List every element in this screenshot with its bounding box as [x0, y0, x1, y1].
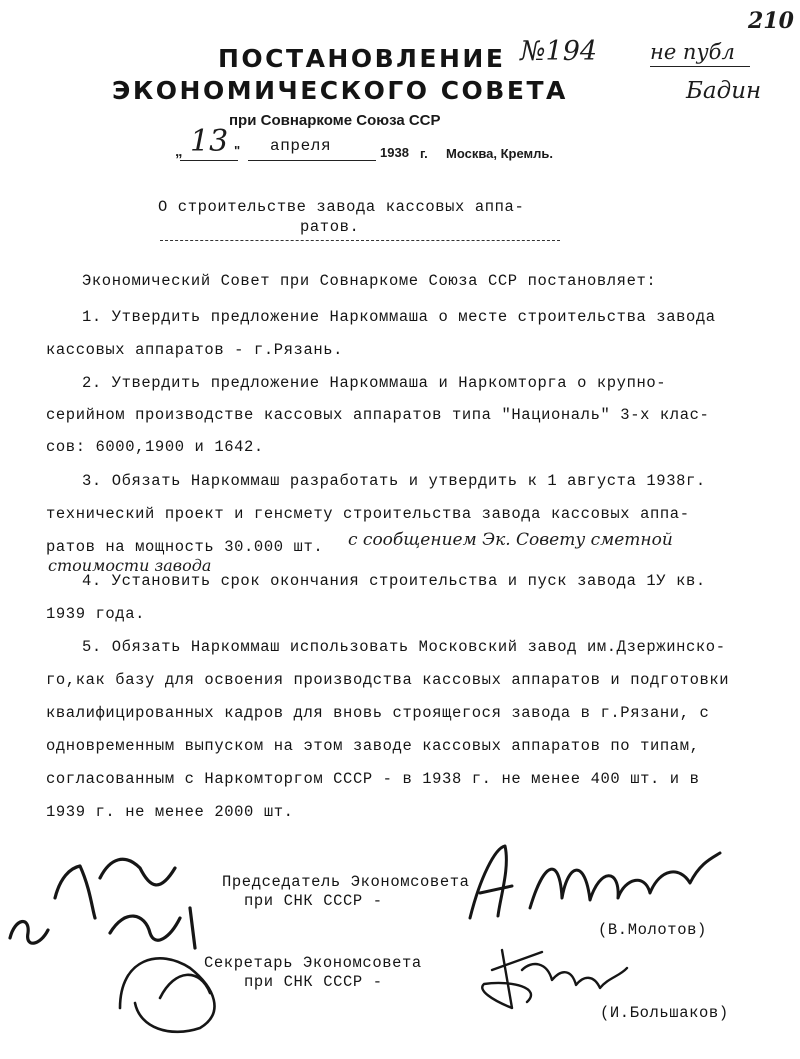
date-open-quote: „: [175, 143, 183, 160]
molotov-signature: [450, 838, 730, 928]
bolshakov-signature: [472, 940, 632, 1015]
handwritten-decree-number: №194: [520, 36, 598, 67]
left-margin-annotations: [0, 838, 260, 1038]
item5-line5: согласованным с Наркомторгом СССР - в 1938 г. не менее 400 шт. и в: [46, 770, 700, 788]
date-day-underline: [180, 160, 238, 161]
item3-handwritten-insert1: с сообщением Эк. Совету сметной: [348, 530, 673, 550]
body-preamble: Экономический Совет при Совнаркоме Союза ССР постановляет:: [82, 272, 657, 290]
item1-line1: 1. Утвердить предложение Наркоммаша о месте строительства завода: [82, 308, 716, 326]
item5-line3: квалифицированных кадров для вновь строящегося завода в г.Рязани, с: [46, 704, 710, 722]
document-title-line1: ПОСТАНОВЛЕНИЕ: [218, 44, 506, 73]
item4-line1: 4. Установить срок окончания строительства и пуск завода 1У кв.: [82, 572, 706, 590]
item2-line2: серийном производстве кассовых аппаратов типа "Националь" 3-х клас-: [46, 406, 710, 424]
chair-title-line2: при СНК СССР -: [244, 892, 383, 910]
date-separator: ": [234, 143, 241, 158]
subject-line1: О строительстве завода кассовых аппа-: [158, 198, 525, 216]
margin-note-line1: не публ: [650, 40, 735, 64]
chair-name: (В.Молотов): [598, 921, 707, 939]
item3-line2: технический проект и генсмету строительства завода кассовых аппа-: [46, 505, 690, 523]
date-year: 1938: [380, 145, 409, 160]
margin-note-line2: Бадин: [686, 78, 762, 104]
document-title-line2: ЭКОНОМИЧЕСКОГО СОВЕТА: [112, 76, 568, 105]
date-year-suffix: г.: [420, 146, 428, 161]
item5-line1: 5. Обязать Наркоммаш использовать Московский завод им.Дзержинско-: [82, 638, 726, 656]
item3-line1: 3. Обязать Наркоммаш разработать и утвердить к 1 августа 1938г.: [82, 472, 706, 490]
item3-line3: ратов на мощность 30.000 шт.: [46, 538, 324, 556]
item3-handwritten-insert2: стоимости завода: [48, 556, 212, 575]
secretary-name: (И.Большаков): [600, 1004, 729, 1022]
secretary-title-line1: Секретарь Экономсовета: [204, 954, 422, 972]
place: Москва, Кремль.: [446, 146, 554, 161]
item5-line6: 1939 г. не менее 2000 шт.: [46, 803, 294, 821]
secretary-title-line2: при СНК СССР -: [244, 973, 383, 991]
item4-line2: 1939 года.: [46, 605, 146, 623]
subject-rule: [160, 240, 560, 241]
date-month-underline: [248, 160, 376, 161]
subject-line2: ратов.: [300, 218, 360, 236]
item5-line2: го,как базу для освоения производства кассовых аппаратов и подготовки: [46, 671, 730, 689]
date-month: апреля: [270, 137, 332, 155]
item2-line1: 2. Утвердить предложение Наркоммаша и Наркомторга о крупно-: [82, 374, 667, 392]
item2-line3: сов: 6000,1900 и 1642.: [46, 438, 264, 456]
chair-title-line1: Председатель Экономсовета: [222, 873, 470, 891]
item1-line2: кассовых аппаратов - г.Рязань.: [46, 341, 344, 359]
item5-line4: одновременным выпуском на этом заводе кассовых аппаратов по типам,: [46, 737, 700, 755]
document-subtitle: при Совнаркоме Союза ССР: [229, 112, 441, 129]
date-day: 13: [190, 124, 229, 159]
margin-note-underline: [650, 66, 750, 67]
archive-page-number: 210: [748, 8, 794, 34]
